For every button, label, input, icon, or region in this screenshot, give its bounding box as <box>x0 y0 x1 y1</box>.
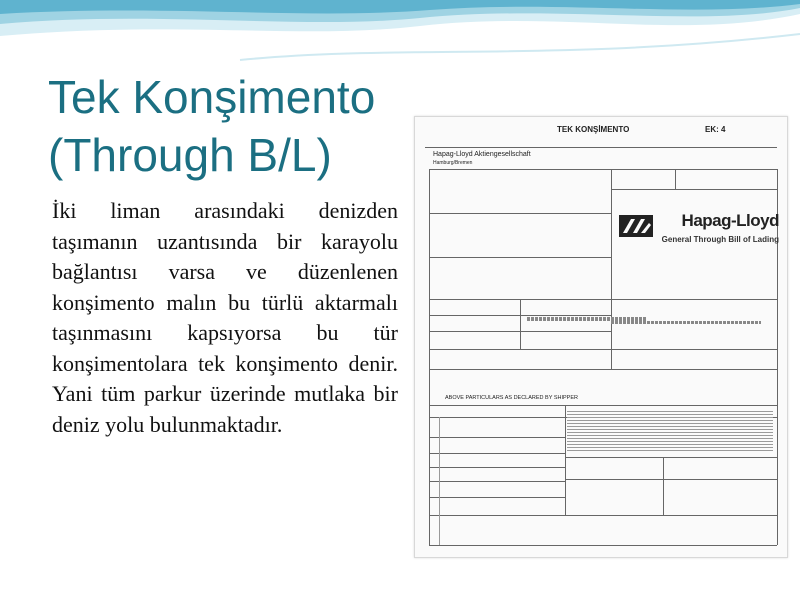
hapag-lloyd-logo <box>619 205 779 253</box>
top-wave-decoration <box>0 0 800 70</box>
small-print-block <box>611 321 761 324</box>
slide-title-line-1: Tek Konşimento <box>48 71 376 123</box>
logo-subtitle: General Through Bill of Lading <box>661 235 779 244</box>
slide-title <box>48 68 428 184</box>
slide-body-text: İki liman arasındaki denizden taşımanın uzantısında bir karayolu bağlantısı varsa ve düzenlenen konşimento malın bu türlü aktarmalı taşınmasını kapsıyorsa bu tür konşimentolara tek konşimento denir. Yani tüm parkur üzerinde mutlaka bir deniz yolu bulunmaktadır. <box>52 198 398 437</box>
doc-header-ref: EK: 4 <box>705 125 726 134</box>
doc-company-city: Hamburg/Bremen <box>433 160 473 166</box>
logo-name: Hapag-Lloyd <box>681 211 779 230</box>
bill-of-lading-scan <box>414 116 788 558</box>
doc-company-name: Hapag-Lloyd Aktiengesellschaft <box>433 151 531 158</box>
slide-title-line-2: (Through B/L) <box>48 129 332 181</box>
doc-header-title: TEK KONŞİMENTO <box>557 125 630 134</box>
doc-above-particulars: ABOVE PARTICULARS AS DECLARED BY SHIPPER <box>445 395 578 401</box>
small-print-block <box>567 409 773 453</box>
